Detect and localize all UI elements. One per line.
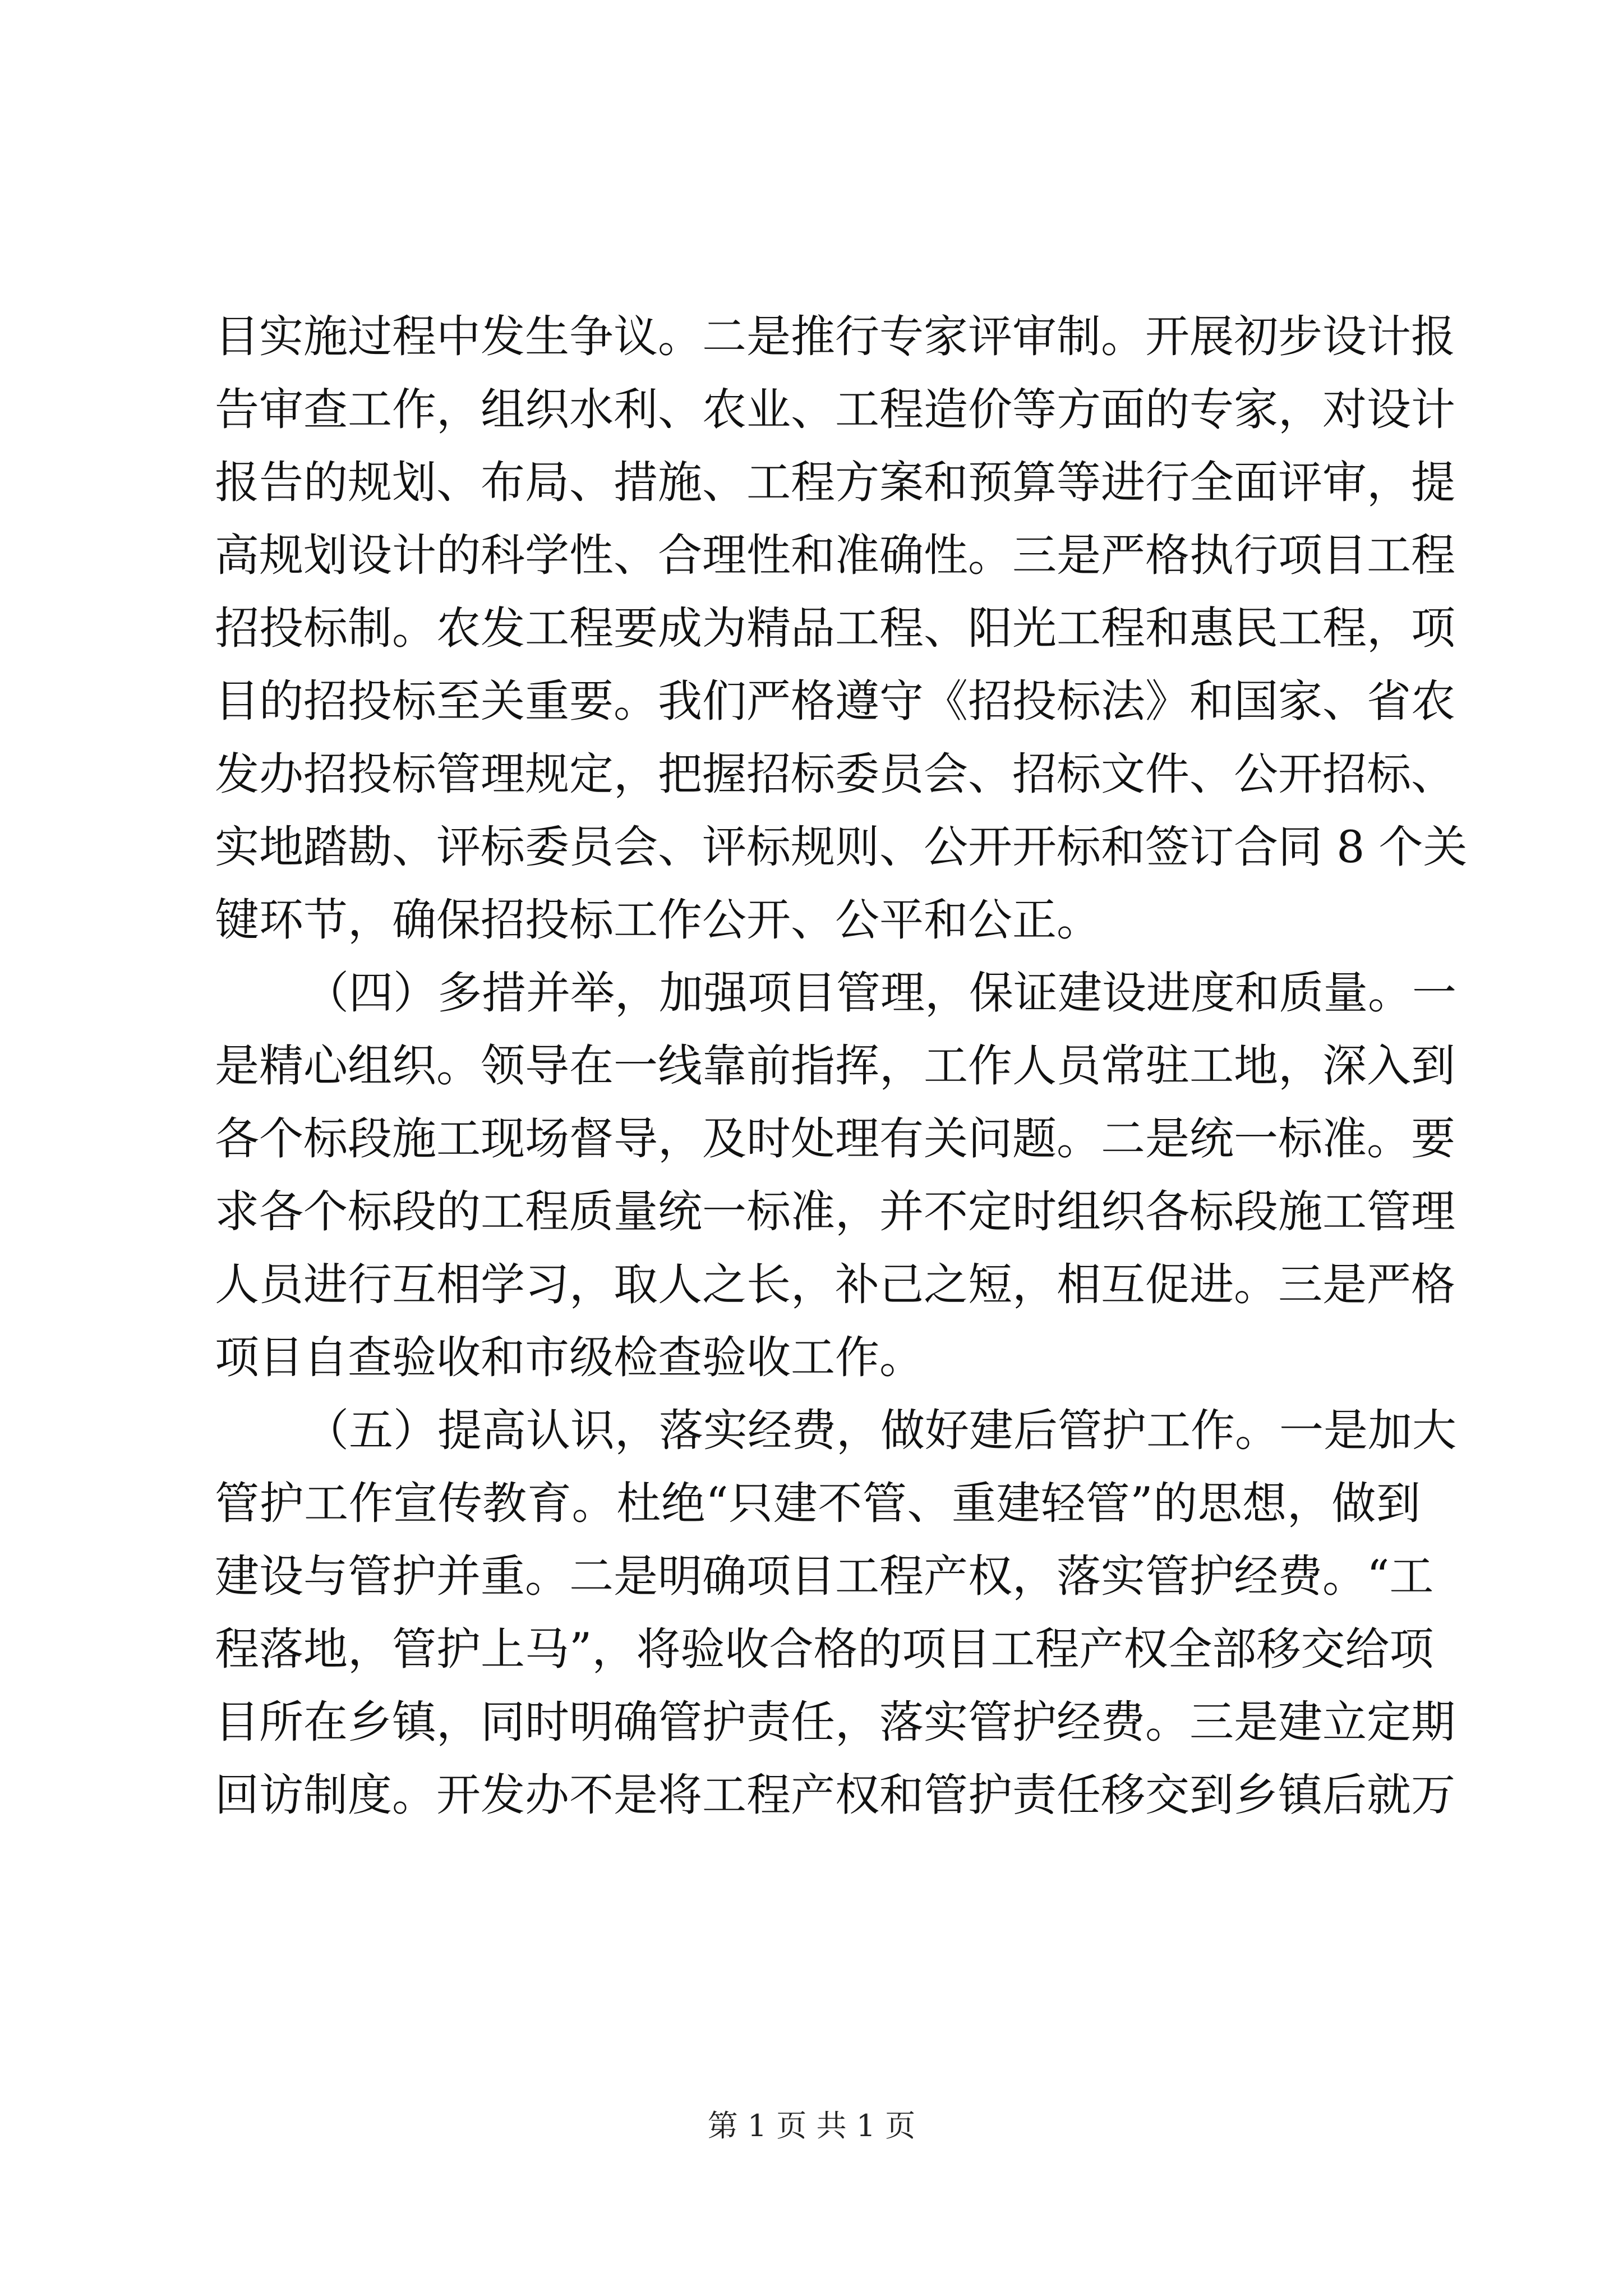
text-line-3: 报告的规划、布局、措施、工程方案和预算等进行全面评审，提 (215, 457, 1455, 508)
text-line-9: 键环节，确保招投标工作公开、公平和公正。 (215, 894, 1101, 946)
text-line-14: 人员进行互相学习，取人之长，补己之短，相互促进。三是严格 (215, 1259, 1455, 1310)
paragraph-5-heading-line: （五）提高认识，落实经费，做好建后管护工作。一是加大 (305, 1405, 1456, 1456)
text-line-7: 发办招投标管理规定，把握招标委员会、招标文件、公开招标、 (215, 748, 1455, 800)
document-body (215, 300, 1468, 1832)
text-line-12: 各个标段施工现场督导，及时处理有关问题。二是统一标准。要 (215, 1113, 1455, 1165)
text-line-19: 程落地，管护上马”，将验收合格的项目工程产权全部移交给项 (215, 1623, 1434, 1675)
text-line-5: 招投标制。农发工程要成为精品工程、阳光工程和惠民工程，项 (215, 602, 1455, 654)
text-line-6: 目的招投标至关重要。我们严格遵守《招投标法》和国家、省农 (215, 675, 1455, 727)
text-line-13: 求各个标段的工程质量统一标准，并不定时组织各标段施工管理 (215, 1186, 1455, 1237)
page-number-footer: 第 1 页 共 1 页 (707, 2108, 916, 2143)
text-line-18: 建设与管护并重。二是明确项目工程产权，落实管护经费。“工 (215, 1550, 1434, 1602)
text-line-21: 回访制度。开发办不是将工程产权和管护责任移交到乡镇后就万 (215, 1769, 1455, 1821)
text-line-8: 实地踏勘、评标委员会、评标规则、公开开标和签订合同 8 个关 (215, 821, 1468, 873)
text-line-1: 目实施过程中发生争议。二是推行专家评审制。开展初步设计报 (215, 311, 1455, 362)
text-line-17: 管护工作宣传教育。杜绝“只建不管、重建轻管”的思想，做到 (215, 1478, 1421, 1529)
paragraph-4-heading-line: （四）多措并举，加强项目管理，保证建设进度和质量。一 (305, 967, 1456, 1019)
text-line-20: 目所在乡镇，同时明确管护责任，落实管护经费。三是建立定期 (215, 1696, 1455, 1748)
text-line-11: 是精心组织。领导在一线靠前指挥，工作人员常驻工地，深入到 (215, 1040, 1455, 1092)
text-line-15: 项目自查验收和市级检查验收工作。 (215, 1332, 924, 1383)
text-line-4: 高规划设计的科学性、合理性和准确性。三是严格执行项目工程 (215, 530, 1455, 581)
text-line-2: 告审查工作，组织水利、农业、工程造价等方面的专家，对设计 (215, 384, 1455, 435)
